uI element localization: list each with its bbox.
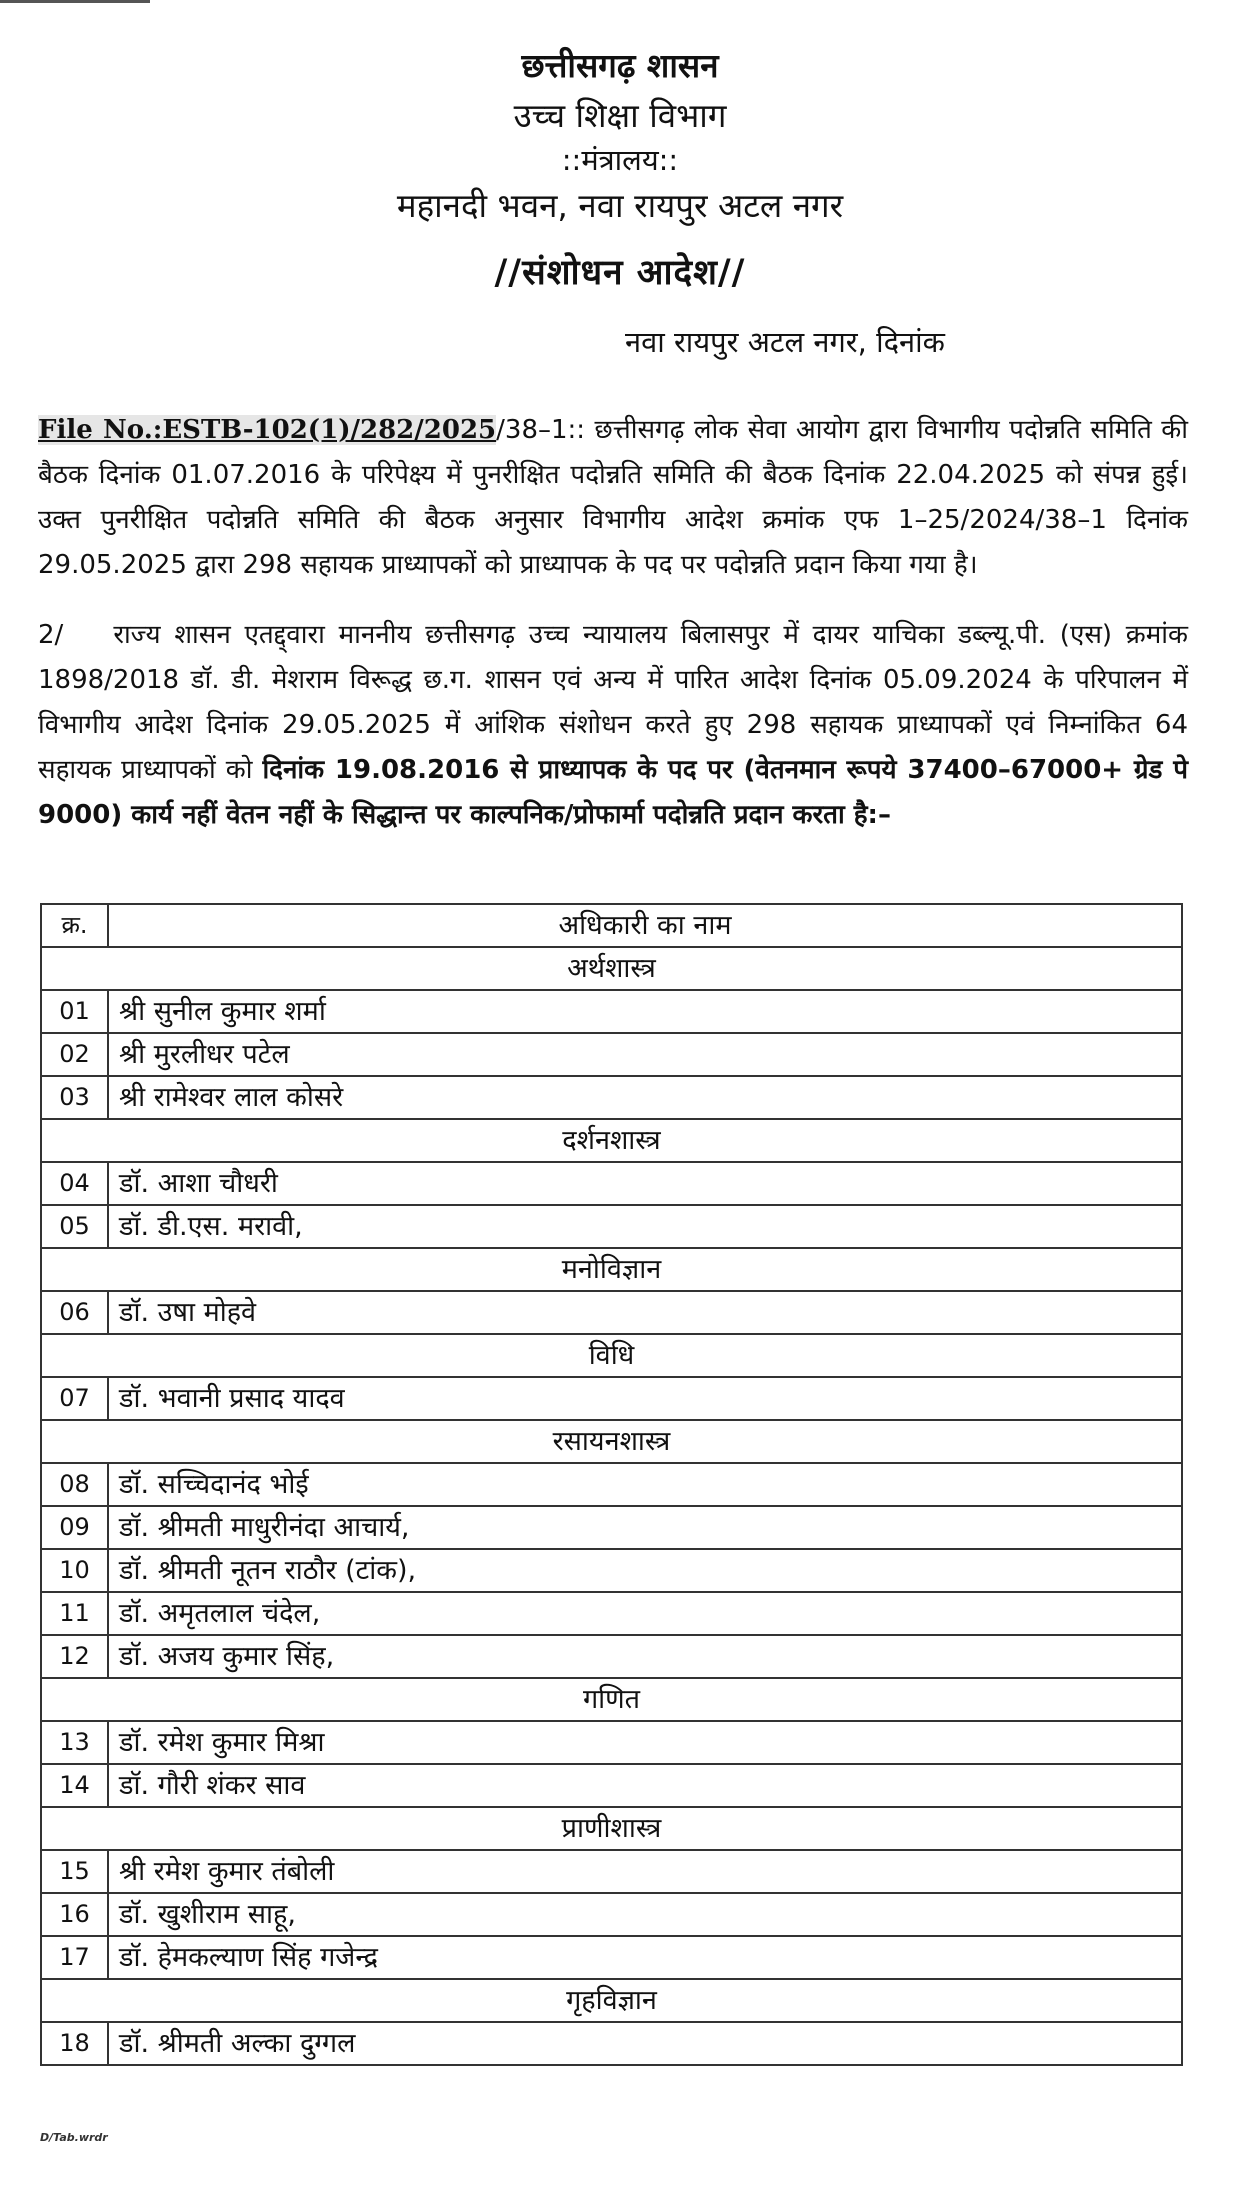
table-row: [41, 1764, 1182, 1807]
subject-section-row: [41, 1119, 1182, 1162]
officer-name: डॉ. आशा चौधरी: [108, 1162, 1182, 1205]
subject-section-row: [41, 1420, 1182, 1463]
officer-name: डॉ. श्रीमती अल्का दुग्गल: [108, 2022, 1182, 2065]
order-title: //संशोधन आदेश//: [494, 253, 746, 293]
subject-heading: अर्थशास्त्र: [41, 947, 1182, 990]
officer-name: डॉ. खुशीराम साहू,: [108, 1893, 1182, 1936]
serial-number: 17: [41, 1936, 108, 1979]
officer-name: श्री रामेश्वर लाल कोसरे: [108, 1076, 1182, 1119]
officer-name: डॉ. गौरी शंकर साव: [108, 1764, 1182, 1807]
table-row: [41, 1377, 1182, 1420]
table-row: [41, 1033, 1182, 1076]
header-department: उच्च शिक्षा विभाग: [513, 96, 727, 135]
officer-name: डॉ. अमृतलाल चंदेल,: [108, 1592, 1182, 1635]
header-government: छत्तीसगढ़ शासन: [521, 46, 719, 85]
officer-name: डॉ. रमेश कुमार मिश्रा: [108, 1721, 1182, 1764]
paragraph-1: [38, 408, 1188, 588]
column-header-name: अधिकारी का नाम: [108, 904, 1182, 947]
table-row: [41, 1549, 1182, 1592]
officer-name: श्री मुरलीधर पटेल: [108, 1033, 1182, 1076]
dateline: नवा रायपुर अटल नगर, दिनांक: [625, 325, 945, 359]
serial-number: 13: [41, 1721, 108, 1764]
footer-mark: D/Tab.wrdr: [40, 2131, 108, 2144]
serial-number: 16: [41, 1893, 108, 1936]
serial-number: 14: [41, 1764, 108, 1807]
scan-edge-mark: [0, 0, 150, 3]
officer-name: डॉ. भवानी प्रसाद यादव: [108, 1377, 1182, 1420]
officer-name: श्री सुनील कुमार शर्मा: [108, 990, 1182, 1033]
table-row: [41, 1936, 1182, 1979]
serial-number: 02: [41, 1033, 108, 1076]
paragraph-1-text: /38–1:: छत्तीसगढ़ लोक सेवा आयोग द्वारा विभागीय पदोन्नति समिति की बैठक दिनांक 01.07.2016 के परिपेक्ष्य में पुनरीक्षित पदोन्नति समिति की बैठक दिनांक 22.04.2025 को संपन्न हुई। उक्त पुनरीक्षित पदोन्नति समिति की बैठक अनुसार विभागीय आदेश क्रमांक एफ 1–25/2024/38–1 दिनांक 29.05.2025 द्वारा 298 सहायक प्राध्यापकों को प्राध्यापक के पद पर पदोन्नति प्रदान किया गया है।: [38, 415, 1188, 580]
serial-number: 06: [41, 1291, 108, 1334]
header-ministry: ::मंत्रालय::: [561, 143, 679, 177]
officer-table: [40, 903, 1183, 2066]
serial-number: 18: [41, 2022, 108, 2065]
table-header-row: [41, 904, 1182, 947]
table-row: [41, 1205, 1182, 1248]
officer-name: डॉ. सच्चिदानंद भोई: [108, 1463, 1182, 1506]
subject-heading: मनोविज्ञान: [41, 1248, 1182, 1291]
officer-name: डॉ. श्रीमती माधुरीनंदा आचार्य,: [108, 1506, 1182, 1549]
table-row: [41, 990, 1182, 1033]
subject-heading: प्राणीशास्त्र: [41, 1807, 1182, 1850]
serial-number: 08: [41, 1463, 108, 1506]
file-number: File No.:ESTB-102(1)/282/2025: [38, 415, 497, 445]
table-row: [41, 1721, 1182, 1764]
subject-heading: रसायनशास्त्र: [41, 1420, 1182, 1463]
serial-number: 15: [41, 1850, 108, 1893]
paragraph-2: [38, 613, 1188, 838]
subject-section-row: [41, 1678, 1182, 1721]
serial-number: 04: [41, 1162, 108, 1205]
serial-number: 01: [41, 990, 108, 1033]
subject-section-row: [41, 1807, 1182, 1850]
table-row: [41, 1850, 1182, 1893]
table-row: [41, 1463, 1182, 1506]
paragraph-2-number: 2/: [38, 620, 64, 650]
paragraph-2-bold-text: दिनांक 19.08.2016 से प्राध्यापक के पद पर (वेतनमान रूपये 37400–67000+ ग्रेड पे 9000) कार्य नहीं वेतन नहीं के सिद्धान्त पर काल्पनिक/प्रोफार्मा पदोन्नति प्रदान करता है:–: [38, 755, 1189, 830]
table-row: [41, 1076, 1182, 1119]
officer-name: डॉ. डी.एस. मरावी,: [108, 1205, 1182, 1248]
subject-heading: दर्शनशास्त्र: [41, 1119, 1182, 1162]
serial-number: 10: [41, 1549, 108, 1592]
officer-name: डॉ. हेमकल्याण सिंह गजेन्द्र: [108, 1936, 1182, 1979]
subject-section-row: [41, 1979, 1182, 2022]
serial-number: 07: [41, 1377, 108, 1420]
table-row: [41, 1162, 1182, 1205]
serial-number: 12: [41, 1635, 108, 1678]
officer-name: डॉ. श्रीमती नूतन राठौर (टांक),: [108, 1549, 1182, 1592]
table-row: [41, 1592, 1182, 1635]
table-row: [41, 1635, 1182, 1678]
serial-number: 05: [41, 1205, 108, 1248]
officer-name: श्री रमेश कुमार तंबोली: [108, 1850, 1182, 1893]
table-row: [41, 1506, 1182, 1549]
header-address: महानदी भवन, नवा रायपुर अटल नगर: [396, 186, 844, 225]
serial-number: 11: [41, 1592, 108, 1635]
officer-name: डॉ. अजय कुमार सिंह,: [108, 1635, 1182, 1678]
subject-section-row: [41, 1334, 1182, 1377]
subject-section-row: [41, 947, 1182, 990]
subject-heading: विधि: [41, 1334, 1182, 1377]
table-row: [41, 1291, 1182, 1334]
table-row: [41, 1893, 1182, 1936]
paragraph-2-text: राज्य शासन एतद्द्वारा माननीय छत्तीसगढ़ उच्च न्यायालय बिलासपुर में दायर याचिका डब्ल्यू.पी. (एस) क्रमांक 1898/2018 डॉ. डी. मेशराम विरूद्ध छ.ग. शासन एवं अन्य में पारित आदेश दिनांक 05.09.2024 के परिपालन में विभागीय आदेश दिनांक 29.05.2025 में आंशिक संशोधन करते हुए 298 सहायक प्राध्यापकों एवं निम्नांकित 64 सहायक प्राध्यापकों को: [38, 620, 1188, 785]
subject-section-row: [41, 1248, 1182, 1291]
table-row: [41, 2022, 1182, 2065]
serial-number: 09: [41, 1506, 108, 1549]
subject-heading: गणित: [41, 1678, 1182, 1721]
officer-name: डॉ. उषा मोहवे: [108, 1291, 1182, 1334]
subject-heading: गृहविज्ञान: [41, 1979, 1182, 2022]
column-header-serial: क्र.: [41, 904, 108, 947]
serial-number: 03: [41, 1076, 108, 1119]
